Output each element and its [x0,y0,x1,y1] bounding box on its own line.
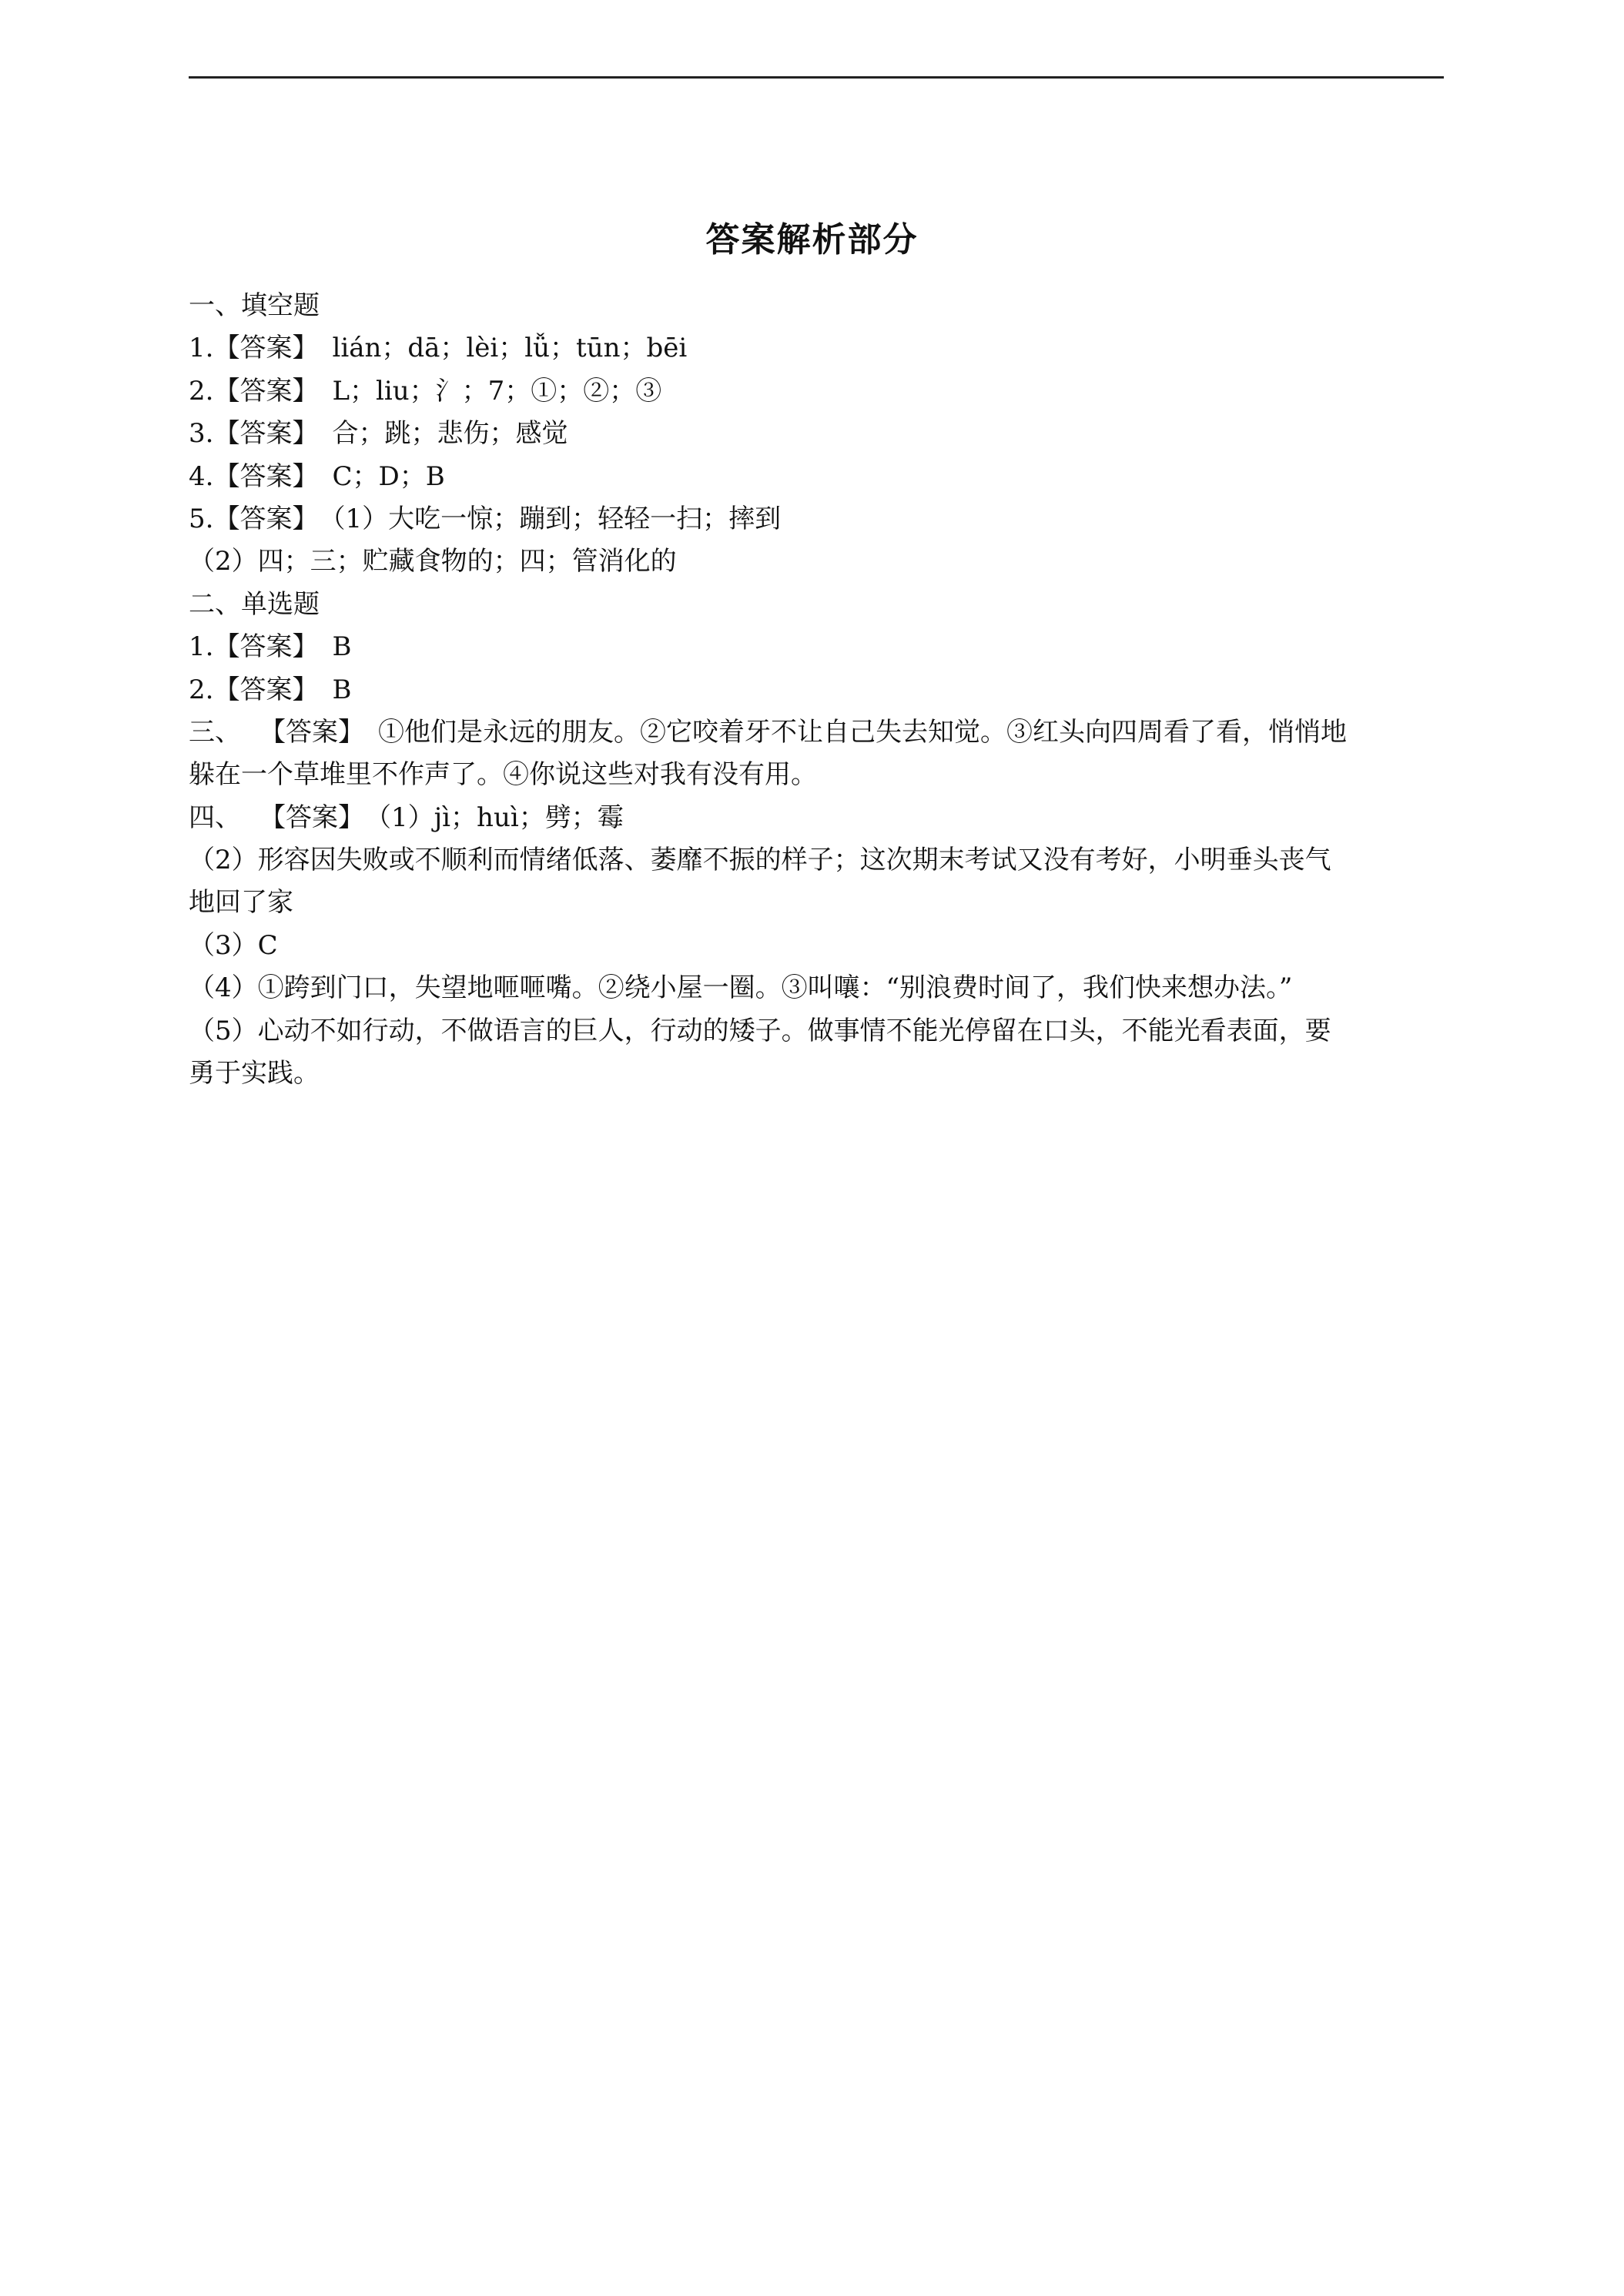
answer-text: 合；跳；悲伤；感觉 [332,418,568,450]
answer-content [189,285,1445,1095]
item-number: 2. [189,375,214,407]
item-number: 5. [189,503,214,534]
answer-tag: 【答案】 [213,333,319,364]
answer-line-section-4-part-5-cont: 勇于实践。 [189,1058,320,1089]
answer-line-section-4-part-2: （2）形容因失败或不顺利而情绪低落、萎靡不振的样子；这次期末考试又没有考好，小明垂头丧气 [189,845,1331,876]
answer-tag: 【答案】 [213,674,319,705]
answer-tag: 【答案】 [213,375,319,407]
answer-line-section-4-part-3: （3）C [189,929,278,961]
answer-text: L；liu；氵；7；①；②；③ [332,375,662,407]
answer-tag: 【答案】 [213,460,319,492]
answer-line-section-4-part-5: （5）心动不如行动，不做语言的巨人，行动的矮子。做事情不能光停留在口头，不能光看表面，要 [189,1015,1331,1046]
answer-line-section-4-part-2-cont: 地回了家 [189,887,293,919]
answer-tag: 【答案】 [213,418,319,450]
answer-line-fill-1 [189,327,1445,370]
item-number: 1. [189,333,214,364]
answer-line-fill-3 [189,413,1445,455]
item-number: 2. [189,674,214,705]
answer-text: B [332,674,352,705]
answer-text: lián；dā；lèi；lǚ；tūn；bēi [332,333,688,364]
item-number: 3. [189,418,214,450]
answer-line-fill-5 [189,498,1445,541]
answer-line-section-3-cont: 躲在一个草堆里不作声了。④你说这些对我有没有用。 [189,759,817,791]
answer-line-fill-4 [189,456,1445,498]
answer-text: C；D；B [332,460,445,492]
section-heading-fill-in: 一、填空题 [189,290,320,321]
answer-text: （1）大吃一惊；蹦到；轻轻一扫；摔到 [332,503,782,534]
answer-line-choice-1 [189,626,1445,668]
answer-text: B [332,631,352,663]
answer-text: （1）jì；huì；劈；霉 [378,802,624,833]
item-number: 4. [189,460,214,492]
answer-line-fill-5-part-2: （2）四；三；贮藏食物的；四；管消化的 [189,546,677,577]
section-number: 四、 [189,802,241,833]
answer-line-section-4 [189,797,1445,839]
item-number: 1. [189,631,214,663]
answer-text: ①他们是永远的朋友。②它咬着牙不让自己失去知觉。③红头向四周看了看，悄悄地 [378,716,1347,748]
page-title: 答案解析部分 [705,220,919,259]
section-heading-single-choice: 二、单选题 [189,588,320,620]
answer-tag: 【答案】 [213,503,319,534]
answer-tag: 【答案】 [260,716,364,748]
answer-tag: 【答案】 [213,631,319,663]
header-rule [189,76,1444,79]
answer-line-fill-2 [189,370,1445,413]
section-number: 三、 [189,716,241,748]
answer-line-choice-2 [189,669,1445,711]
answer-line-section-3 [189,711,1445,754]
answer-tag: 【答案】 [260,802,364,833]
answer-line-section-4-part-4: （4）①跨到门口，失望地咂咂嘴。②绕小屋一圈。③叫嚷：“别浪费时间了，我们快来想办法。” [189,972,1293,1004]
